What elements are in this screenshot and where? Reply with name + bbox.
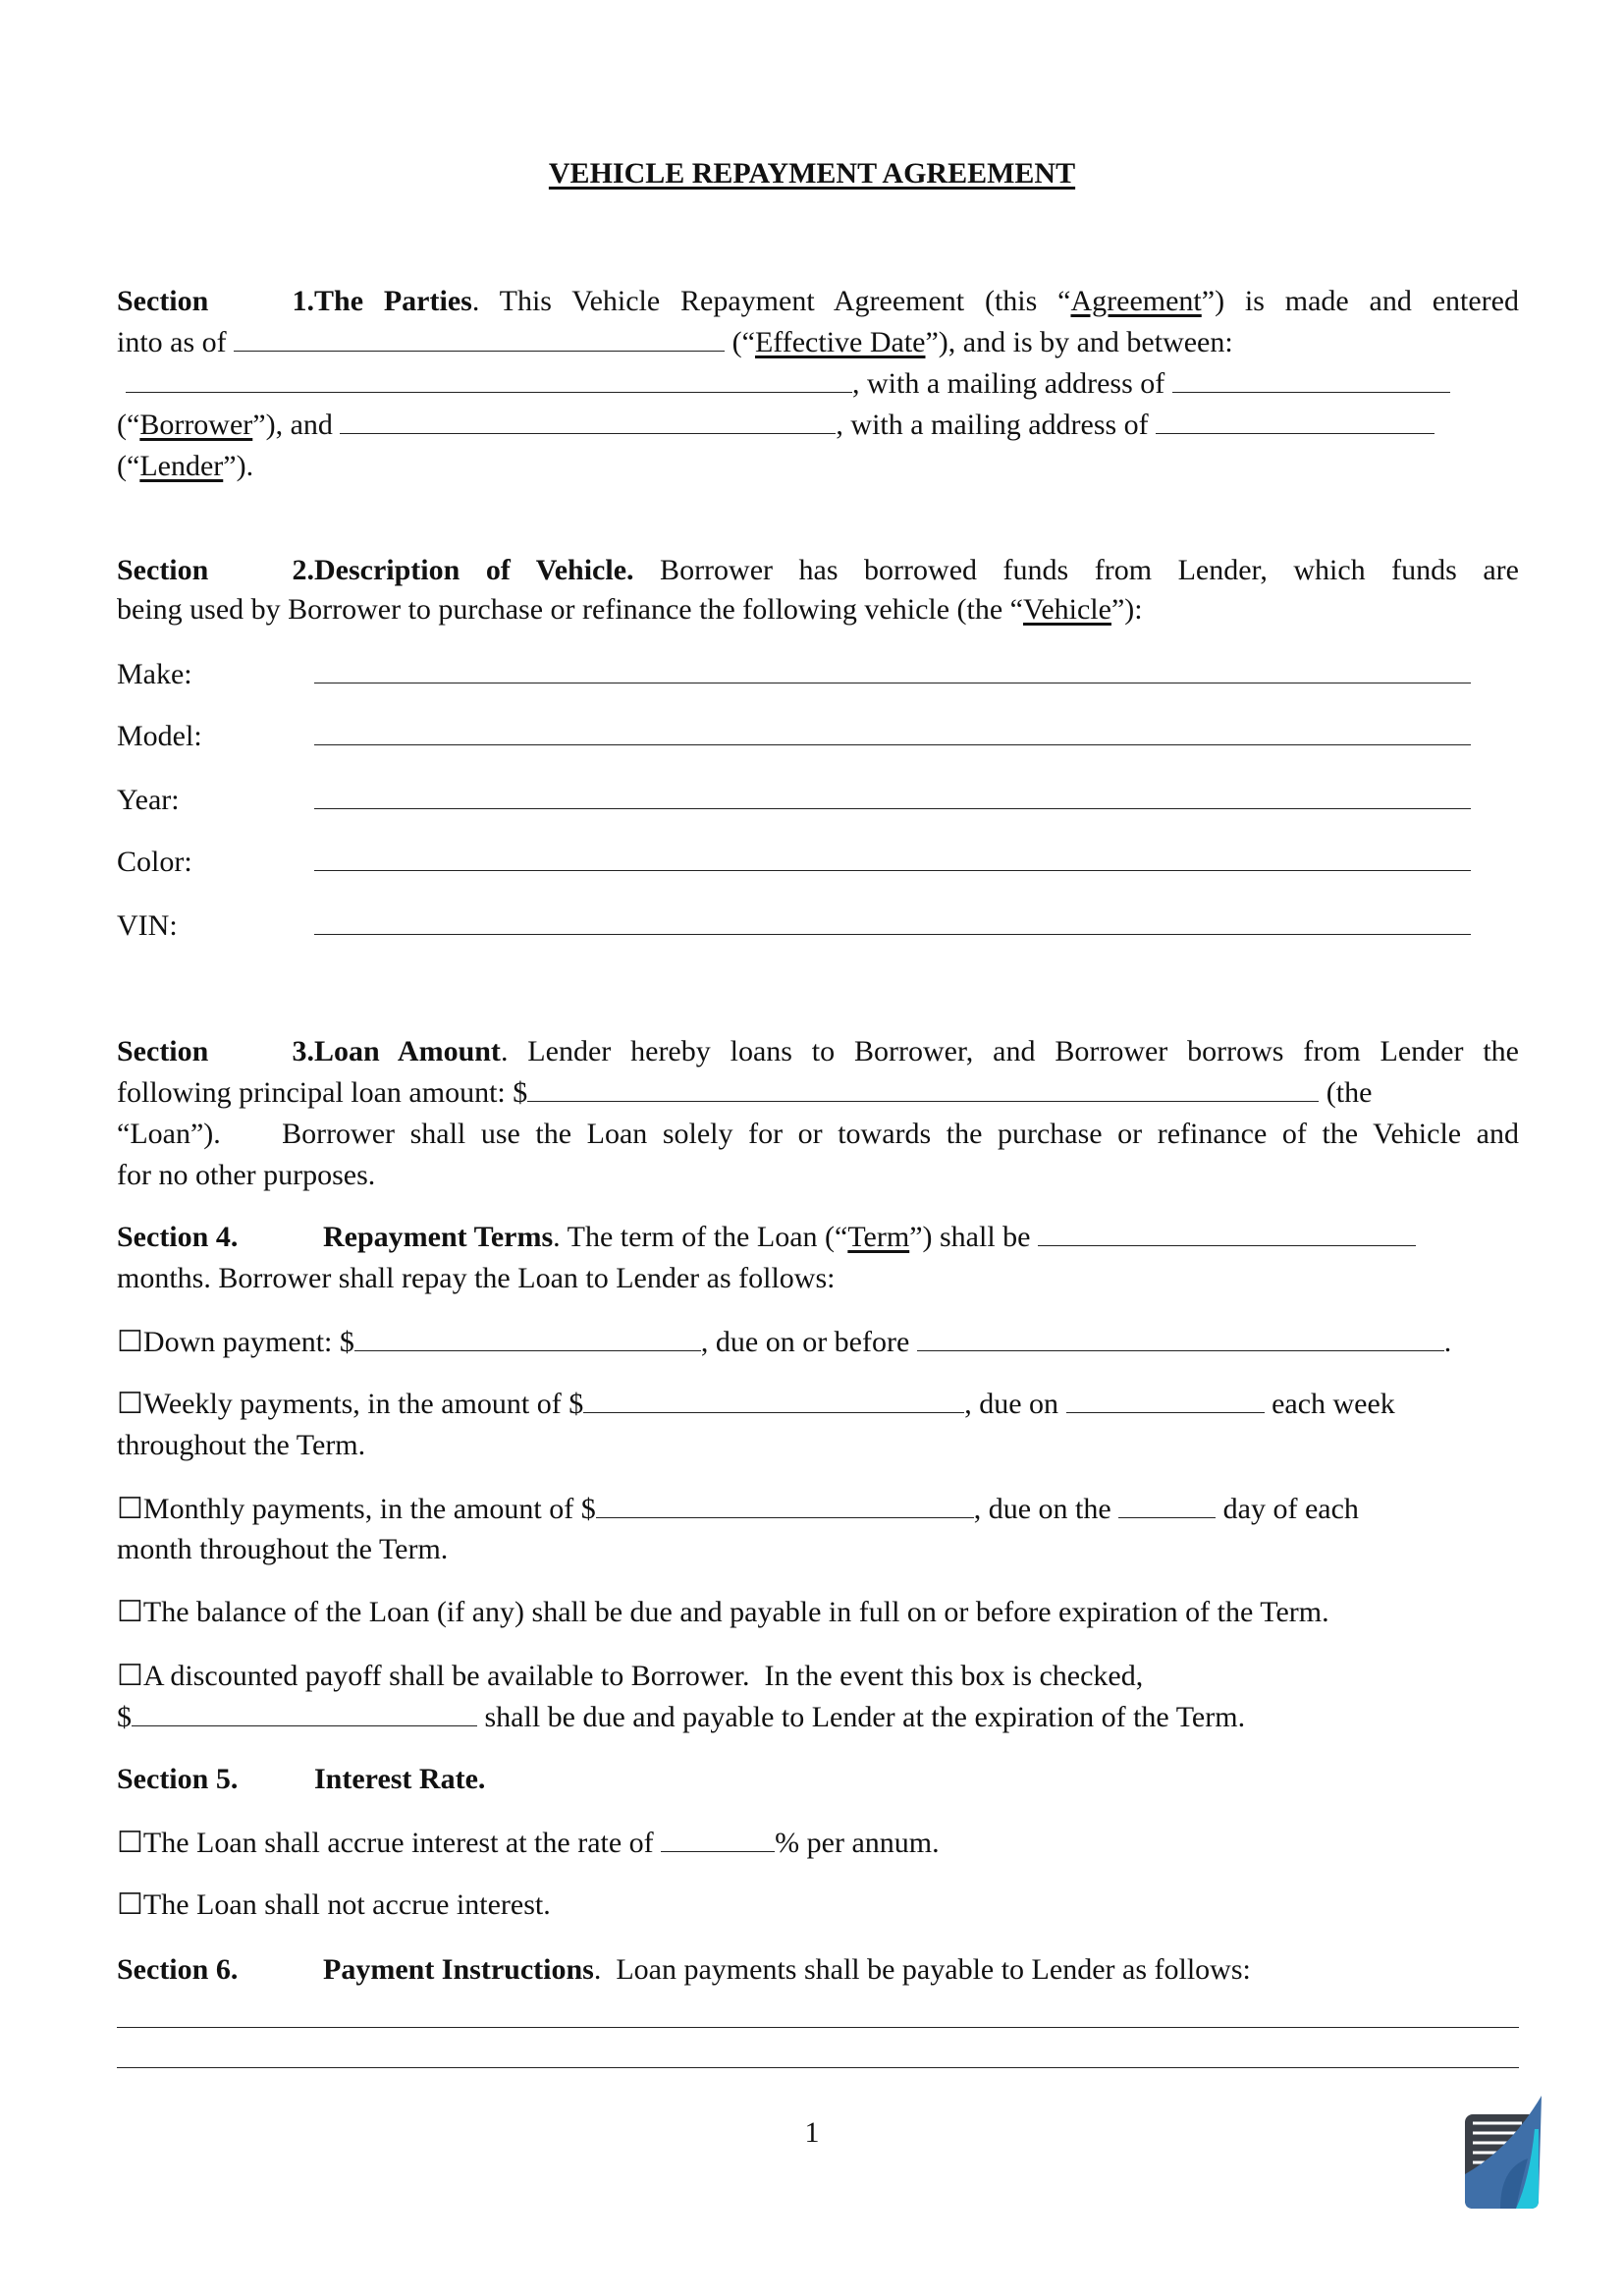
text-fragment: being used by Borrower to purchase or refinance the following vehicle (the “: [117, 593, 1023, 626]
section1-line5: [117, 447, 1519, 486]
section3-line1: [117, 1032, 1519, 1071]
text-fragment: Color:: [117, 846, 192, 878]
section2-line1: [117, 551, 1519, 590]
section3-line2: [117, 1073, 1519, 1113]
text-fragment: . The term of the Loan (“: [553, 1221, 848, 1253]
make-blank[interactable]: [314, 655, 1471, 683]
text-fragment: Effective Date: [754, 326, 926, 358]
section1-line3: [117, 364, 1519, 404]
down-payment-option: [117, 1323, 1519, 1362]
text-fragment: (“: [117, 450, 140, 482]
text-fragment: The Loan shall not accrue interest.: [142, 1888, 551, 1921]
text-fragment: Section 5.: [117, 1763, 239, 1795]
text-fragment: (“: [117, 409, 140, 441]
text-fragment: Weekly payments, in the amount of $: [142, 1388, 584, 1420]
section1-line2: [117, 323, 1519, 362]
section6-line1: [117, 1950, 1519, 1990]
text-fragment: for no other purposes.: [117, 1159, 376, 1191]
text-fragment: Repayment Terms: [323, 1221, 554, 1253]
weekly-day-blank[interactable]: [1066, 1385, 1265, 1413]
down-payment-blank[interactable]: [354, 1323, 701, 1351]
checkbox[interactable]: ☐: [117, 1493, 143, 1525]
section-label: Section 1.: [117, 285, 314, 317]
text-fragment: , due on: [964, 1388, 1059, 1420]
color-blank[interactable]: [314, 843, 1471, 871]
weekly-amount-blank[interactable]: [583, 1385, 964, 1413]
checkbox[interactable]: ☐: [117, 1888, 143, 1921]
monthly-payments-option: [117, 1490, 1519, 1529]
text-fragment: (“: [725, 326, 755, 358]
text-fragment: . This Vehicle Repayment Agreement (this “: [471, 285, 1071, 317]
vehicle-vin-field: [117, 906, 1519, 946]
text-fragment: Monthly payments, in the amount of $: [142, 1493, 596, 1525]
section1-line1: [117, 282, 1519, 321]
text-fragment: shall be due and payable to Lender at the expiration of the Term.: [477, 1701, 1246, 1733]
text-fragment: Lender: [139, 450, 224, 482]
monthly-amount-blank[interactable]: [596, 1490, 974, 1518]
text-fragment: Borrower has borrowed funds from Lender, which funds are: [633, 554, 1519, 586]
text-fragment: , due on the: [973, 1493, 1111, 1525]
discount-amount-blank[interactable]: [132, 1698, 477, 1726]
text-fragment: months. Borrower shall repay the Loan to Lender as follows:: [117, 1262, 836, 1294]
text-fragment: Section 2.: [117, 554, 314, 586]
checkbox[interactable]: ☐: [117, 1660, 143, 1692]
text-fragment: throughout the Term.: [117, 1429, 366, 1461]
text-fragment: ”) shall be: [909, 1221, 1031, 1253]
vehicle-year-field: [117, 781, 1519, 820]
text-fragment: day of each: [1216, 1493, 1359, 1525]
weekly-payments-option: [117, 1385, 1519, 1424]
text-fragment: Year:: [117, 784, 180, 816]
text-fragment: (the: [1319, 1076, 1373, 1109]
text-fragment: following principal loan amount: $: [117, 1076, 528, 1109]
section1-line4: [117, 406, 1519, 445]
text-fragment: Loan Amount: [314, 1035, 501, 1067]
monthly-payments-line2: [117, 1530, 1519, 1569]
term-months-blank[interactable]: [1038, 1218, 1416, 1246]
text-fragment: The balance of the Loan (if any) shall be due and payable in full on or before expiration of the Term.: [142, 1596, 1329, 1628]
text-fragment: month throughout the Term.: [117, 1533, 449, 1565]
interest-option: [117, 1824, 1519, 1863]
text-fragment: VEHICLE REPAYMENT AGREEMENT: [548, 157, 1076, 190]
text-fragment: Section 4.: [117, 1221, 239, 1253]
down-payment-date-blank[interactable]: [917, 1323, 1444, 1351]
vin-blank[interactable]: [314, 906, 1471, 935]
text-fragment: Down payment: $: [142, 1326, 354, 1358]
text-fragment: A discounted payoff shall be available to Borrower. In the event this box is checked,: [142, 1660, 1144, 1692]
checkbox[interactable]: ☐: [117, 1596, 143, 1628]
text-fragment: ”).: [223, 450, 254, 482]
section4-line1: [117, 1218, 1519, 1257]
text-fragment: , due on or before: [700, 1326, 910, 1358]
balance-option: [117, 1593, 1519, 1632]
lender-address-blank[interactable]: [1156, 406, 1435, 434]
document-logo-icon: [1461, 2090, 1543, 2215]
discount-line2: [117, 1698, 1519, 1737]
section-heading: The Parties: [314, 285, 472, 317]
text-fragment: $: [117, 1701, 132, 1733]
text-fragment: Section 6.: [117, 1953, 239, 1986]
vehicle-color-field: [117, 843, 1519, 882]
text-fragment: , with a mailing address of: [852, 367, 1165, 400]
text-fragment: Make:: [117, 658, 192, 690]
effective-date-blank[interactable]: [234, 323, 725, 352]
page-number: 1: [804, 2116, 820, 2149]
text-fragment: Payment Instructions: [323, 1953, 594, 1986]
text-fragment: .: [1443, 1326, 1452, 1358]
text-fragment: into as of: [117, 326, 227, 358]
monthly-day-blank[interactable]: [1118, 1490, 1216, 1518]
section3-line4: [117, 1156, 1519, 1195]
text-fragment: Section 3.: [117, 1035, 314, 1067]
text-fragment: each week: [1264, 1388, 1395, 1420]
interest-rate-blank[interactable]: [661, 1824, 775, 1852]
text-fragment: Description of Vehicle.: [314, 554, 634, 586]
text-fragment: ”), and: [252, 409, 333, 441]
text-fragment: Interest Rate.: [314, 1763, 486, 1795]
checkbox[interactable]: ☐: [117, 1326, 143, 1358]
lender-name-blank[interactable]: [340, 406, 836, 434]
section2-line2: [117, 590, 1519, 629]
text-fragment: VIN:: [117, 909, 178, 942]
model-blank[interactable]: [314, 717, 1471, 745]
borrower-address-blank[interactable]: [1172, 364, 1450, 393]
text-fragment: Model:: [117, 720, 202, 752]
borrower-name-blank[interactable]: [126, 364, 852, 393]
section4-line2: [117, 1259, 1519, 1298]
discount-option: [117, 1657, 1519, 1696]
vehicle-make-field: [117, 655, 1519, 694]
text-fragment: Term: [847, 1221, 910, 1253]
text-fragment: ”) is made and entered: [1201, 285, 1519, 317]
text-fragment: . Lender hereby loans to Borrower, and Borrower borrows from Lender the: [500, 1035, 1520, 1067]
section5-heading: [117, 1760, 1519, 1799]
section3-line3: [117, 1115, 1519, 1154]
text-fragment: ”):: [1110, 593, 1143, 626]
text-fragment: “Loan”). Borrower shall use the Loan solely for or towards the purchase or refinance of the Vehicle and: [117, 1118, 1519, 1150]
payment-instructions-blank-1[interactable]: [117, 2027, 1519, 2028]
text-fragment: % per annum.: [775, 1827, 940, 1859]
weekly-payments-line2: [117, 1426, 1519, 1465]
payment-instructions-blank-2[interactable]: [117, 2067, 1519, 2068]
no-interest-option: [117, 1886, 1519, 1925]
vehicle-model-field: [117, 717, 1519, 756]
text-fragment: Vehicle: [1023, 593, 1111, 626]
text-fragment: Borrower: [139, 409, 253, 441]
defined-term: Agreement: [1070, 285, 1202, 317]
text-fragment: , with a mailing address of: [836, 409, 1149, 441]
text-fragment: ”), and is by and between:: [925, 326, 1233, 358]
document-title: [0, 157, 1624, 191]
text-fragment: . Loan payments shall be payable to Lender as follows:: [593, 1953, 1251, 1986]
checkbox[interactable]: ☐: [117, 1388, 143, 1420]
checkbox[interactable]: ☐: [117, 1827, 143, 1859]
text-fragment: The Loan shall accrue interest at the rate of: [142, 1827, 654, 1859]
loan-amount-blank[interactable]: [527, 1073, 1319, 1102]
year-blank[interactable]: [314, 781, 1471, 809]
